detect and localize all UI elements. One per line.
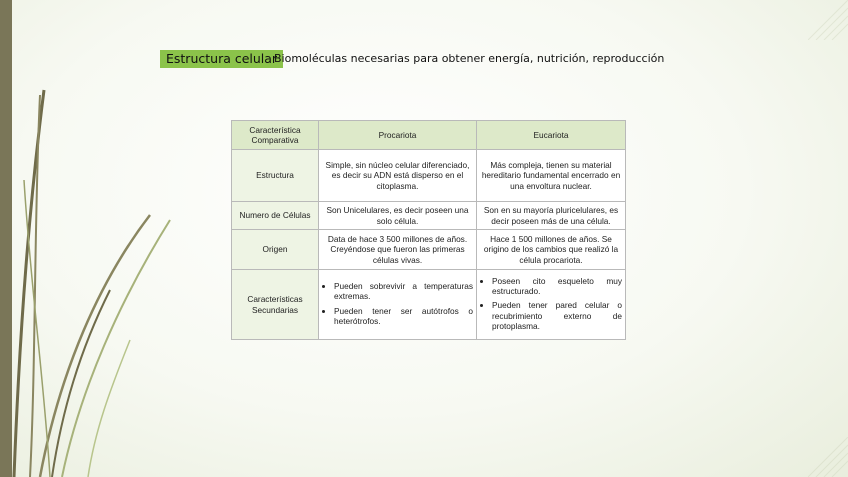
list-item: • Pueden tener ser autótrofos o heterótrofos. — [334, 306, 473, 327]
eucariota-list — [480, 276, 622, 332]
table-row — [232, 270, 626, 340]
section-label: Estructura celular — [160, 50, 283, 68]
procariota-cell — [319, 270, 477, 340]
procariota-list — [322, 281, 473, 326]
grass-decoration — [0, 0, 200, 477]
header-procariota: Procariota — [319, 121, 477, 150]
eucariota-cell: Hace 1 500 millones de años. Se origino de los cambios que realizó la célula procariota. — [477, 230, 626, 270]
header-eucariota: Eucariota — [477, 121, 626, 150]
procariota-cell: Son Unicelulares, es decir poseen una solo célula. — [319, 202, 477, 230]
slide-header-text: Biomoléculas necesarias para obtener energía, nutrición, reproducción — [274, 52, 665, 65]
list-item: • Pueden tener pared celular o recubrimiento externo de protoplasma. — [492, 300, 622, 331]
eucariota-cell: Más compleja, tienen su material hereditario fundamental encerrado en una envoltura nuclear. — [477, 150, 626, 202]
row-label: Características Secundarias — [232, 270, 319, 340]
eucariota-cell — [477, 270, 626, 340]
corner-texture-top — [808, 0, 848, 40]
corner-texture-bottom — [808, 437, 848, 477]
procariota-cell: Data de hace 3 500 millones de años. Creyéndose que fueron las primeras células vivas. — [319, 230, 477, 270]
list-item: • Pueden sobrevivir a temperaturas extremas. — [334, 281, 473, 302]
table-header-row — [232, 121, 626, 150]
table-row — [232, 150, 626, 202]
header-caracteristica: Característica Comparativa — [232, 121, 319, 150]
row-label: Origen — [232, 230, 319, 270]
table-row — [232, 230, 626, 270]
list-item: • Poseen cito esqueleto muy estructurado. — [492, 276, 622, 297]
procariota-cell: Simple, sin núcleo celular diferenciado, es decir su ADN está disperso en el citoplasma. — [319, 150, 477, 202]
row-label: Estructura — [232, 150, 319, 202]
row-label: Numero de Células — [232, 202, 319, 230]
comparison-table — [231, 120, 626, 340]
table-row — [232, 202, 626, 230]
eucariota-cell: Son en su mayoría pluricelulares, es decir poseen más de una célula. — [477, 202, 626, 230]
